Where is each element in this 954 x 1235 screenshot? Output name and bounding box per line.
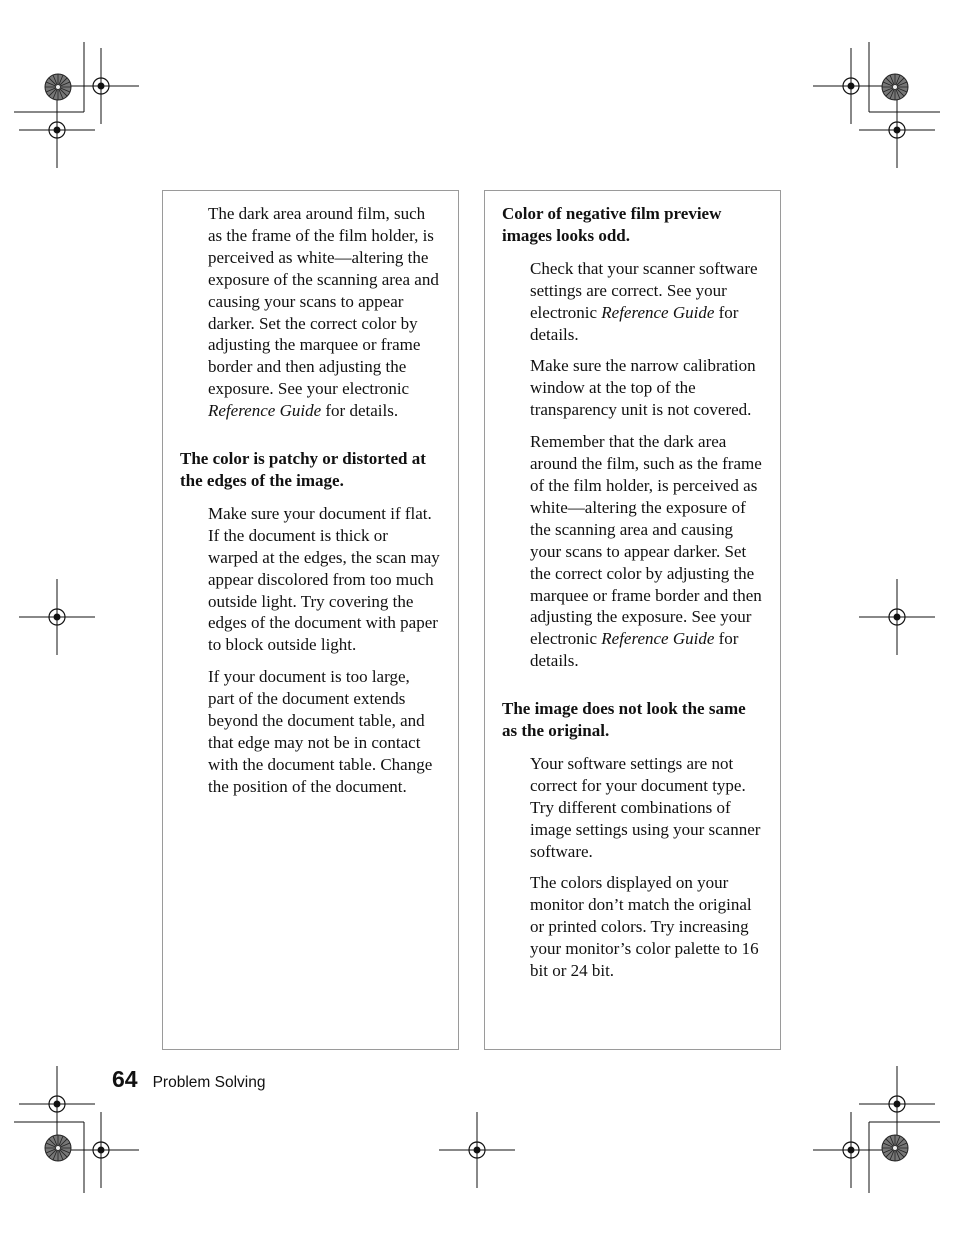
paragraph-text: for details. — [530, 629, 739, 671]
paragraph: Make sure the narrow calibration window at the top of the transparency unit is not covered. — [530, 356, 756, 420]
paragraph — [530, 258, 762, 346]
problem-heading: The image does not look the same as the original. — [502, 699, 746, 741]
paragraph-text: for details. — [530, 302, 739, 344]
problem-heading: The color is patchy or distorted at the edges of the image. — [180, 449, 426, 490]
reference-guide-title: Reference Guide — [601, 302, 715, 322]
paragraph — [208, 203, 440, 422]
page-footer — [112, 1066, 265, 1093]
left-column — [162, 190, 459, 1050]
paragraph: Your software settings are not correct for your document type. Try different combinations of image settings using your scanner software. — [530, 753, 761, 861]
paragraph: The colors displayed on your monitor don’t match the original or printed colors. Try increasing your monitor’s color palette to 16 bit or 24 bit. — [530, 873, 759, 981]
paragraph-text: Check that your scanner software settings are correct. See your electronic — [530, 258, 758, 322]
problem-heading: Color of negative film preview images looks odd. — [502, 204, 722, 245]
section-name: Problem Solving — [152, 1074, 266, 1091]
right-column — [484, 190, 781, 1050]
paragraph: Make sure your document if flat. If the document is thick or warped at the edges, the scan may appear discolored from too much outside light. Try covering the edges of the document with paper to block outside light. — [208, 503, 440, 655]
paragraph-text: The dark area around film, such as the frame of the film holder, is perceived as white—altering the exposure of the scanning area and causing your scans to appear darker. Set the correct color by adjusting the marquee or frame border and then adjusting the exposure. See your electronic — [208, 204, 439, 399]
reference-guide-title: Reference Guide — [208, 401, 322, 421]
paragraph-text: for details. — [321, 401, 399, 421]
reference-guide-title: Reference Guide — [601, 629, 715, 649]
page-number: 64 — [112, 1066, 138, 1092]
paragraph: If your document is too large, part of the document extends beyond the document table, and that edge may not be in contact with the document table. Change the position of the document. — [208, 667, 433, 796]
paragraph-text: Remember that the dark area around the film, such as the frame of the film holder, is perceived as white—altering the exposure of the scanning area and causing your scans to appear darker. Set the correct color by adjusting the marquee or frame border and then adjusting the exposure. See your electronic — [530, 432, 762, 649]
paragraph — [530, 431, 762, 672]
